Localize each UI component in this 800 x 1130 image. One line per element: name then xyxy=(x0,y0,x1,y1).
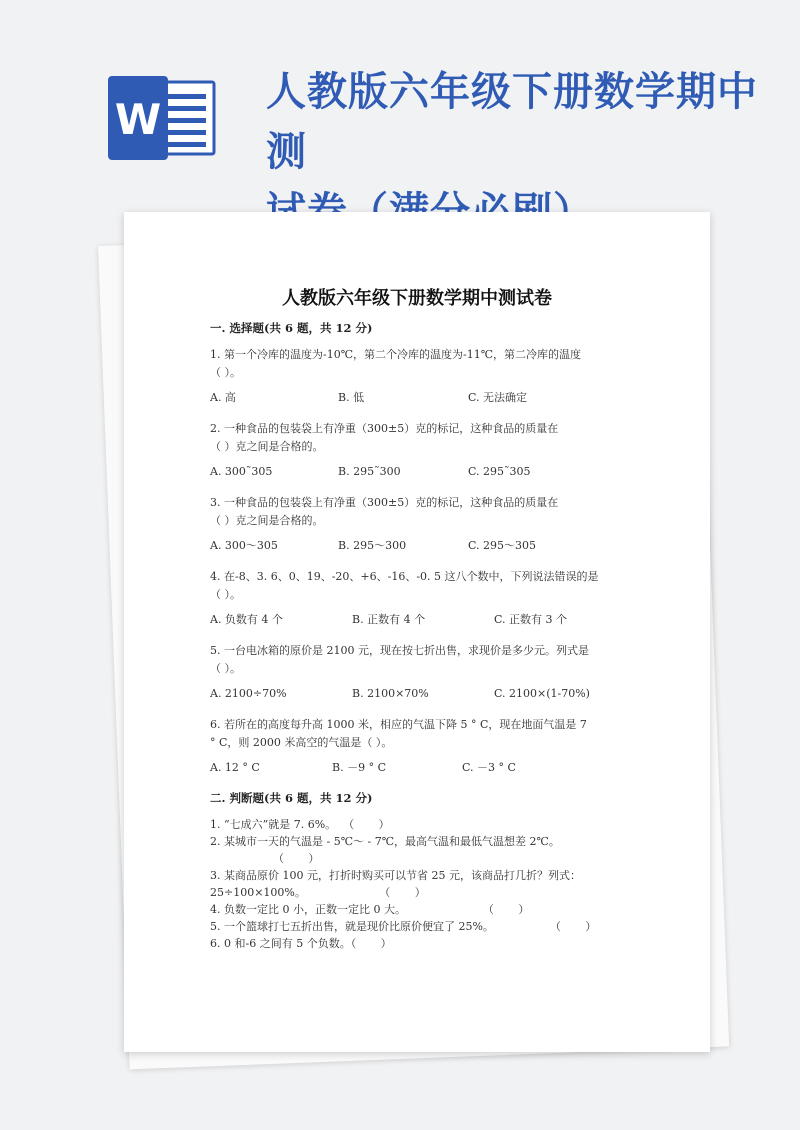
section-heading-judge: 二. 判断题(共 6 题，共 12 分) xyxy=(210,791,373,805)
document-content xyxy=(210,320,680,952)
question-text: 4. 在-8、3. 6、0、19、-20、+6、-16、-0. 5 这八个数中，下列说法错误的是 xyxy=(210,570,599,583)
option-b: B. 2100×70% xyxy=(352,687,429,700)
judge-line: 25÷100×100%。 （ ） xyxy=(210,886,426,899)
word-icon-letter: W xyxy=(114,95,162,144)
option-a: A. 负数有 4 个 xyxy=(210,613,283,626)
question-item xyxy=(210,568,680,628)
judge-line: 3. 某商品原价 100 元，打折时购买可以节省 25 元，该商品打几折？列式： xyxy=(210,869,581,882)
option-b: B. －9 ° C xyxy=(332,761,386,774)
judge-line: 4. 负数一定比 0 小，正数一定比 0 大。 （ ） xyxy=(210,903,530,916)
question-text-cont: （ ）。 xyxy=(210,662,241,675)
judge-line: （ ） xyxy=(210,852,320,865)
question-text: 1. 第一个冷库的温度为-10℃，第二个冷库的温度为-11℃，第二冷库的温度 xyxy=(210,348,582,361)
options-row xyxy=(210,390,680,406)
option-a: A. 300～305 xyxy=(210,539,278,552)
option-c: C. 正数有 3 个 xyxy=(494,613,568,626)
question-item xyxy=(210,420,680,480)
question-item xyxy=(210,716,680,776)
question-text: 2. 一种食品的包装袋上有净重（300±5）克的标记，这种食品的质量在 xyxy=(210,422,559,435)
options-row xyxy=(210,760,680,776)
options-row xyxy=(210,464,680,480)
question-text-cont: （ ）。 xyxy=(210,366,241,379)
option-b: B. 低 xyxy=(338,391,365,404)
option-c: C. －3 ° C xyxy=(462,761,516,774)
option-c: C. 295˜305 xyxy=(468,465,531,478)
banner-title-line1: 人教版六年级下册数学期中测 xyxy=(266,69,758,175)
option-a: A. 2100÷70% xyxy=(210,687,287,700)
option-b: B. 295˜300 xyxy=(338,465,401,478)
options-row xyxy=(210,612,680,628)
judge-line: 1. “七成六”就是 7. 6%。 （ ） xyxy=(210,818,390,831)
option-c: C. 2100×(1-70%) xyxy=(494,687,590,700)
judge-line: 5. 一个篮球打七五折出售，就是现价比原价便宜了 25%。 （ ） xyxy=(210,920,597,933)
question-text-cont: ° C，则 2000 米高空的气温是（ ）。 xyxy=(210,736,393,749)
option-b: B. 正数有 4 个 xyxy=(352,613,426,626)
document-title: 人教版六年级下册数学期中测试卷 xyxy=(282,288,552,309)
options-row xyxy=(210,538,680,554)
question-text: 5. 一台电冰箱的原价是 2100 元，现在按七折出售，求现价是多少元。列式是 xyxy=(210,644,589,657)
option-a: A. 12 ° C xyxy=(210,761,260,774)
question-item xyxy=(210,346,680,406)
question-text-cont: （ ）克之间是合格的。 xyxy=(210,514,324,527)
question-item xyxy=(210,494,680,554)
option-c: C. 295～305 xyxy=(468,539,537,552)
question-text-cont: （ ）。 xyxy=(210,588,241,601)
question-text-cont: （ ）克之间是合格的。 xyxy=(210,440,324,453)
option-a: A. 高 xyxy=(210,391,236,404)
judge-line: 2. 某城市一天的气温是 - 5℃～ - 7℃，最高气温和最低气温想差 2℃。 xyxy=(210,835,560,848)
option-a: A. 300˜305 xyxy=(210,465,273,478)
options-row xyxy=(210,686,680,702)
section-heading-choice: 一. 选择题(共 6 题，共 12 分) xyxy=(210,321,373,335)
option-c: C. 无法确定 xyxy=(468,391,528,404)
judge-list xyxy=(210,816,680,952)
question-item xyxy=(210,642,680,702)
option-b: B. 295～300 xyxy=(338,539,407,552)
question-text: 3. 一种食品的包装袋上有净重（300±5）克的标记，这种食品的质量在 xyxy=(210,496,559,509)
word-document-icon xyxy=(108,76,216,160)
document-page xyxy=(124,212,710,1052)
question-text: 6. 若所在的高度每升高 1000 米，相应的气温下降 5 ° C，现在地面气温是 7 xyxy=(210,718,587,731)
judge-line: 6. 0 和-6 之间有 5 个负数。（ ） xyxy=(210,937,392,950)
